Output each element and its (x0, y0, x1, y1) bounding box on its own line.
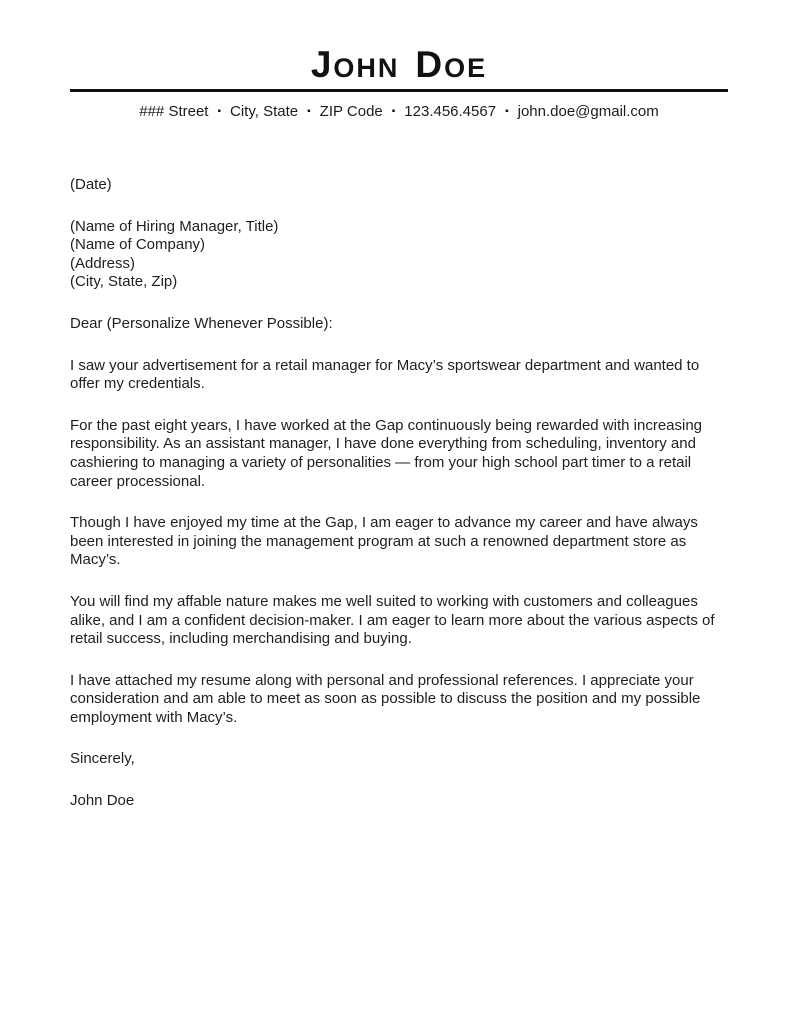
contact-line (70, 103, 728, 120)
square-bullet-icon: ▪ (391, 106, 396, 117)
square-bullet-icon: ▪ (307, 106, 311, 117)
first-name-initial: J (310, 44, 334, 85)
contact-zip: ZIP Code (319, 103, 383, 120)
page-title (70, 46, 728, 83)
paragraph-motivation: Though I have enjoyed my time at the Gap, I am eager to advance my career and have always been interested in joining the management program at such a renowned department store as Macy’s. (70, 514, 698, 569)
recipient-line-company: (Name of Company) (70, 236, 206, 254)
salutation: Dear (Personalize Whenever Possible): (70, 314, 333, 332)
recipient-line-hiring-manager: (Name of Hiring Manager, Title) (70, 217, 279, 235)
last-name-rest: OE (444, 53, 488, 83)
paragraph-experience: For the past eight years, I have worked at the Gap continuously being rewarded with increasing responsibility. As an assistant manager, I have done everything from scheduling, inventory and cashiering to managing a variety of personalities — from your high school part timer to a retail career processional. (70, 416, 703, 490)
letter-header (70, 46, 728, 120)
contact-street: ### Street (139, 103, 209, 120)
first-name-rest: OHN (333, 53, 400, 83)
contact-city-state: City, State (230, 103, 299, 120)
paragraph-strengths: You will find my affable nature makes me well suited to working with customers and colleagues alike, and I am a confident decision-maker. I am eager to learn more about the various aspects of retail success, including merchandising and buying. (70, 592, 715, 648)
last-name (415, 44, 488, 85)
contact-phone: 123.456.4567 (404, 103, 497, 120)
contact-email: john.doe@gmail.com (517, 103, 659, 120)
date-placeholder: (Date) (70, 176, 112, 193)
first-name (310, 44, 400, 85)
square-bullet-icon: ▪ (505, 106, 509, 117)
paragraph-attachments: I have attached my resume along with personal and professional references. I appreciate your consideration and am able to meet as soon as possible to discuss the position and my possible employment with Macy’s. (70, 671, 701, 726)
paragraph-intro: I saw your advertisement for a retail manager for Macy’s sportswear department and wanted to offer my credentials. (70, 356, 700, 393)
header-divider (70, 89, 728, 92)
recipient-line-address: (Address) (70, 254, 136, 272)
letter-body (70, 176, 728, 811)
recipient-block (70, 218, 728, 292)
closing: Sincerely, (70, 750, 135, 768)
recipient-line-city-state-zip: (City, State, Zip) (70, 273, 178, 291)
signature: John Doe (70, 792, 135, 810)
square-bullet-icon: ▪ (217, 106, 222, 117)
last-name-initial: D (415, 44, 445, 85)
